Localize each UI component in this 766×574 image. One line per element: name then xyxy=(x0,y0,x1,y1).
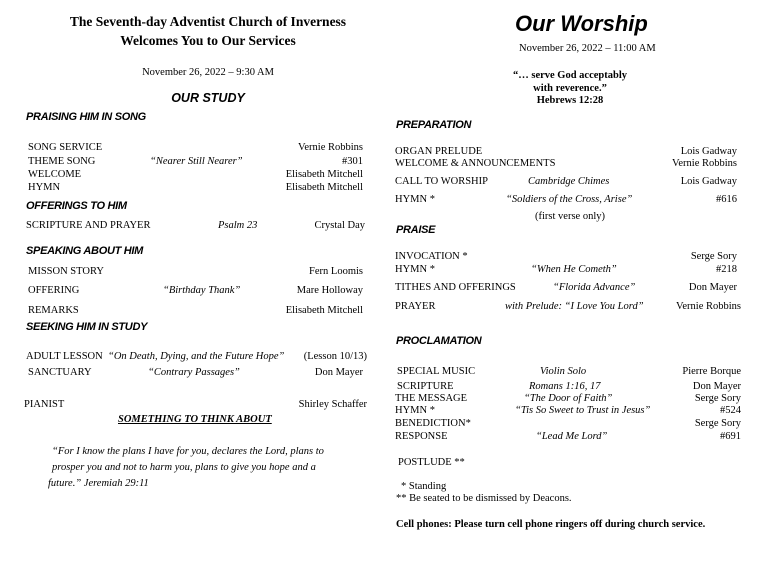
study-date: November 26, 2022 – 9:30 AM xyxy=(142,67,274,78)
row-item: SANCTUARY xyxy=(28,367,92,378)
worship-heading: Our Worship xyxy=(515,11,648,36)
row-person: Don Mayer xyxy=(688,282,737,293)
row-item: REMARKS xyxy=(28,305,79,316)
row-item: CALL TO WORSHIP xyxy=(395,176,488,187)
row-item: HYMN * xyxy=(395,264,435,275)
row-person: Mare Holloway xyxy=(296,285,363,296)
row-item: MISSON STORY xyxy=(28,266,104,277)
row-person: #616 xyxy=(716,194,737,205)
row-item: HYMN * xyxy=(395,194,435,205)
section-preparation: PREPARATION xyxy=(396,119,472,131)
row-item: INVOCATION * xyxy=(395,251,468,262)
row-detail: Romans 1:16, 17 xyxy=(529,381,601,392)
row-detail: “Soldiers of the Cross, Arise” xyxy=(506,194,633,205)
row-item: WELCOME xyxy=(28,169,82,180)
row-detail: with Prelude: “I Love You Lord” xyxy=(505,301,644,312)
row-person: Serge Sory xyxy=(694,418,741,429)
row-item: THE MESSAGE xyxy=(395,393,468,404)
row-item: ORGAN PRELUDE xyxy=(395,146,483,157)
row-person: Serge Sory xyxy=(694,393,741,404)
row-person: Pierre Borque xyxy=(682,366,741,377)
row-item: SCRIPTURE AND PRAYER xyxy=(26,220,151,231)
row-item: SPECIAL MUSIC xyxy=(397,366,476,377)
row-person: Elisabeth Mitchell xyxy=(285,169,363,180)
verse-reference: Hebrews 12:28 xyxy=(536,95,604,106)
row-person: Don Mayer xyxy=(692,381,741,392)
row-item: SCRIPTURE xyxy=(397,381,454,392)
row-detail: “Contrary Passages” xyxy=(148,367,240,378)
row-item: HYMN * xyxy=(395,405,435,416)
row-person: #691 xyxy=(720,431,741,442)
quote-line-3: future.” Jeremiah 29:11 xyxy=(48,478,149,489)
row-item: BENEDICTION* xyxy=(395,418,471,429)
row-detail: “On Death, Dying, and the Future Hope” xyxy=(108,351,285,362)
row-detail: “The Door of Faith” xyxy=(524,393,613,404)
worship-date: November 26, 2022 – 11:00 AM xyxy=(519,43,656,54)
row-person: (Lesson 10/13) xyxy=(303,351,367,362)
row-person: Lois Gadway xyxy=(680,176,737,187)
row-item: PIANIST xyxy=(24,399,65,410)
row-item: ADULT LESSON xyxy=(26,351,103,362)
row-detail: “Lead Me Lord” xyxy=(536,431,608,442)
row-item: POSTLUDE ** xyxy=(398,457,465,468)
section-proclamation: PROCLAMATION xyxy=(396,335,482,347)
row-item: TITHES AND OFFERINGS xyxy=(395,282,516,293)
row-detail: “When He Cometh” xyxy=(531,264,617,275)
row-item: SONG SERVICE xyxy=(28,142,103,153)
row-person: Elisabeth Mitchell xyxy=(285,305,363,316)
row-person: Serge Sory xyxy=(690,251,737,262)
quote-line-1: “For I know the plans I have for you, declares the Lord, plans to xyxy=(52,446,324,457)
row-detail: Psalm 23 xyxy=(218,220,258,231)
row-detail: “Tis So Sweet to Trust in Jesus” xyxy=(515,405,651,416)
row-person: Elisabeth Mitchell xyxy=(285,182,363,193)
first-verse-note: (first verse only) xyxy=(535,211,605,222)
verse-line-2: with reverence.” xyxy=(533,83,607,94)
row-person: #218 xyxy=(716,264,737,275)
note-seated: ** Be seated to be dismissed by Deacons. xyxy=(396,493,572,504)
quote-line-2: prosper you and not to harm you, plans to give you hope and a xyxy=(52,462,316,473)
row-person: Fern Loomis xyxy=(309,266,363,277)
section-praise: PRAISE xyxy=(396,224,436,236)
row-person: Lois Gadway xyxy=(680,146,737,157)
section-seeking: SEEKING HIM IN STUDY xyxy=(26,321,148,333)
section-praising: PRAISING HIM IN SONG xyxy=(26,111,146,123)
cell-phone-notice: Cell phones: Please turn cell phone ringers off during church service. xyxy=(396,519,706,530)
row-person: Vernie Robbins xyxy=(671,158,737,169)
row-detail: Cambridge Chimes xyxy=(528,176,610,187)
think-heading: SOMETHING TO THINK ABOUT xyxy=(118,414,272,425)
row-item: WELCOME & ANNOUNCEMENTS xyxy=(395,158,556,169)
welcome-line: Welcomes You to Our Services xyxy=(120,33,296,48)
row-person: #301 xyxy=(342,156,363,167)
row-item: OFFERING xyxy=(28,285,80,296)
verse-line-1: “… serve God acceptably xyxy=(512,70,628,81)
note-standing: * Standing xyxy=(401,481,447,492)
row-detail: “Nearer Still Nearer” xyxy=(150,156,243,167)
row-detail: Violin Solo xyxy=(540,366,587,377)
row-person: Vernie Robbins xyxy=(675,301,741,312)
church-name: The Seventh-day Adventist Church of Inverness xyxy=(69,14,347,29)
row-item: THEME SONG xyxy=(28,156,96,167)
row-person: Don Mayer xyxy=(314,367,363,378)
row-person: #524 xyxy=(720,405,741,416)
row-person: Crystal Day xyxy=(314,220,365,231)
row-detail: “Birthday Thank” xyxy=(163,285,241,296)
study-heading: OUR STUDY xyxy=(171,91,245,105)
row-item: RESPONSE xyxy=(395,431,448,442)
row-item: HYMN xyxy=(28,182,61,193)
row-person: Shirley Schaffer xyxy=(298,399,367,410)
row-person: Vernie Robbins xyxy=(297,142,363,153)
section-offerings: OFFERINGS TO HIM xyxy=(26,200,127,212)
section-speaking: SPEAKING ABOUT HIM xyxy=(26,245,144,257)
row-detail: “Florida Advance” xyxy=(553,282,636,293)
row-item: PRAYER xyxy=(395,301,436,312)
